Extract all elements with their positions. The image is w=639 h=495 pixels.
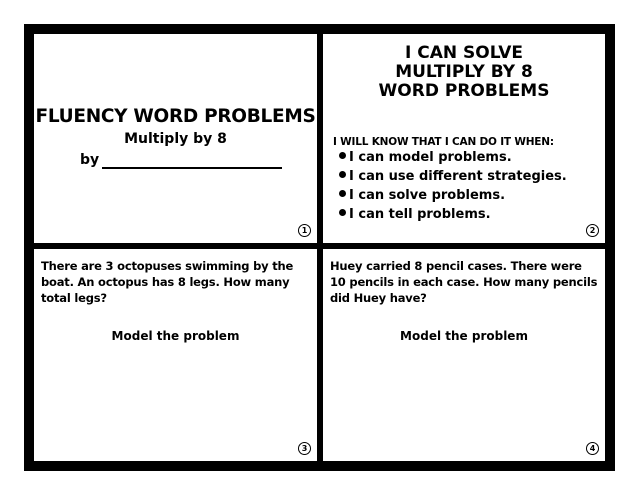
cover-subtitle: Multiply by 8 bbox=[124, 131, 227, 147]
card-problem-pencils bbox=[323, 249, 605, 461]
title-line: I CAN SOLVE bbox=[405, 43, 523, 63]
task-card-sheet bbox=[24, 24, 615, 471]
card-number-badge: 3 bbox=[298, 442, 311, 455]
author-label: by bbox=[80, 152, 100, 168]
title-line: WORD PROBLEMS bbox=[378, 81, 550, 101]
success-criteria-list bbox=[339, 148, 567, 224]
word-problem-text: There are 3 octopuses swimming by the boat. An octopus has 8 legs. How many total legs? bbox=[41, 259, 294, 305]
list-item: I can use different strategies. bbox=[339, 167, 567, 186]
list-item: I can solve problems. bbox=[339, 186, 567, 205]
title-line: MULTIPLY BY 8 bbox=[395, 62, 533, 82]
card-i-can bbox=[323, 34, 605, 243]
model-prompt: Model the problem bbox=[111, 329, 240, 343]
card-cover bbox=[34, 34, 317, 243]
author-name-blank[interactable] bbox=[102, 167, 282, 169]
card-number-badge: 4 bbox=[586, 442, 599, 455]
list-item: I can tell problems. bbox=[339, 205, 567, 224]
cover-title: FLUENCY WORD PROBLEMS bbox=[35, 106, 316, 127]
model-prompt: Model the problem bbox=[400, 329, 528, 343]
card-problem-octopus bbox=[34, 249, 317, 461]
bullet-icon bbox=[339, 171, 346, 178]
list-item: I can model problems. bbox=[339, 148, 567, 167]
success-criteria-heading: I WILL KNOW THAT I CAN DO IT WHEN: bbox=[333, 136, 554, 148]
bullet-icon bbox=[339, 190, 346, 197]
card-number-badge: 1 bbox=[298, 224, 311, 237]
card-number-badge: 2 bbox=[586, 224, 599, 237]
word-problem-text: Huey carried 8 pencil cases. There were 10 pencils in each case. How many pencils did Huey have? bbox=[330, 259, 598, 305]
bullet-icon bbox=[339, 152, 346, 159]
bullet-icon bbox=[339, 209, 346, 216]
i-can-title bbox=[323, 44, 605, 101]
